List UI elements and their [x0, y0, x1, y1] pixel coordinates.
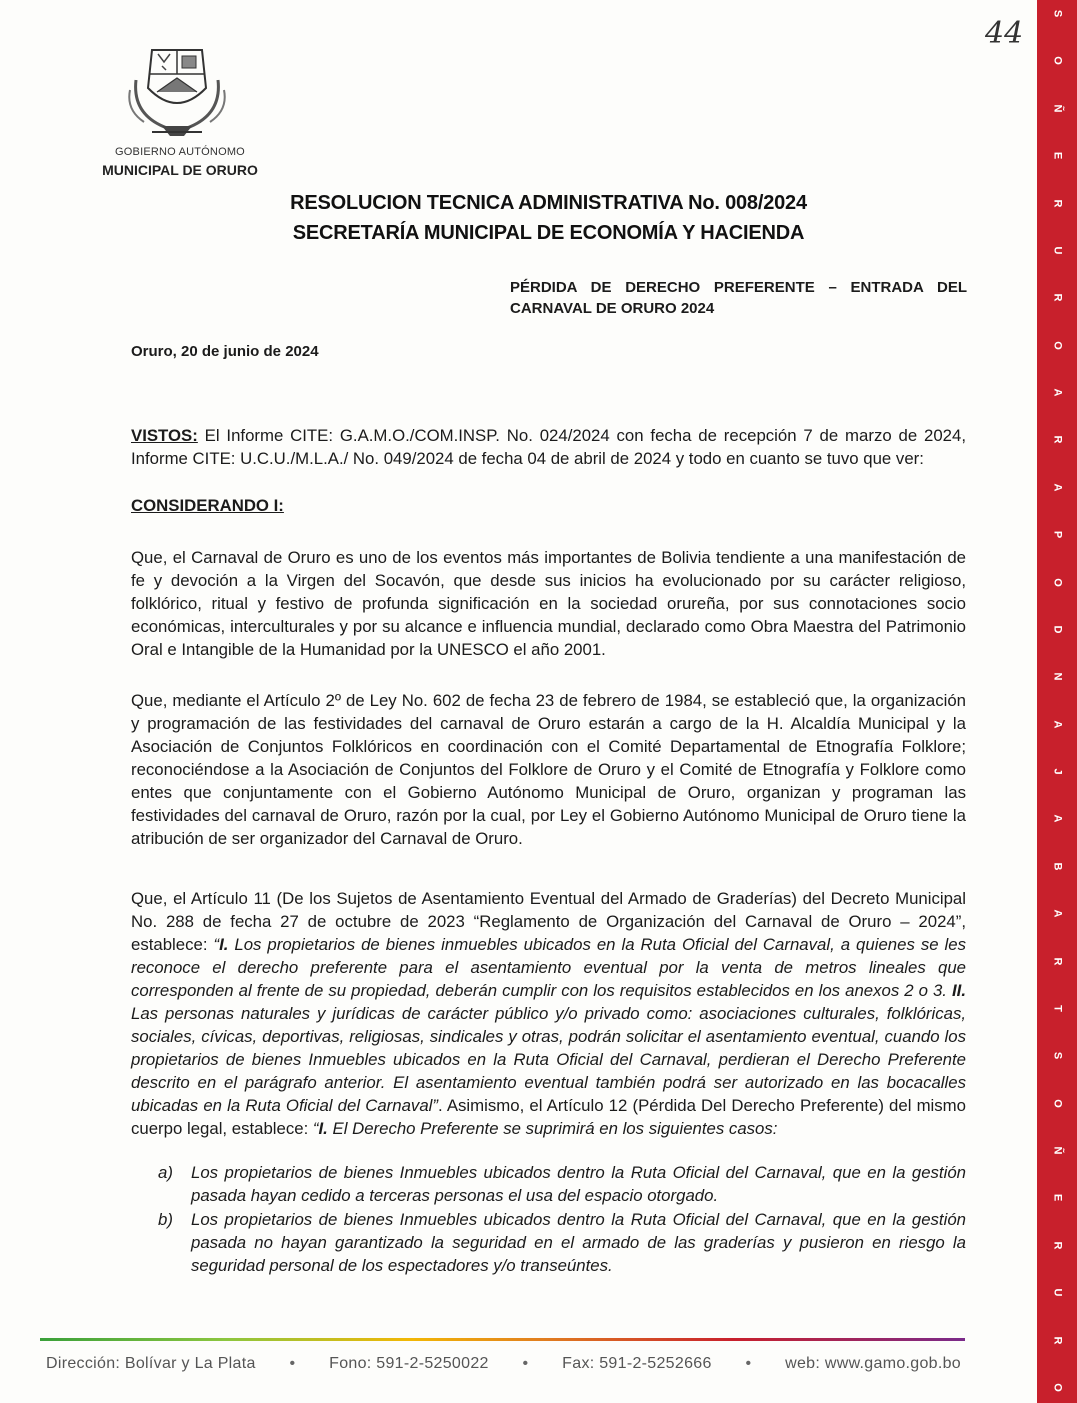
p3-quote1-num2: II.: [952, 981, 966, 1000]
paragraph-1: Que, el Carnaval de Oruro es uno de los eventos más importantes de Bolivia tendiente a una manifestación de fe y devoción a la Virgen del Socavón, que desde sus inicios ha evolucionado por su carácter religioso, folklórico, ritual y festivo de profunda significación en la sociedad orureña, por sus connotaciones socio económicas, interculturales y por su alcance e influencia mundial, declarado como Obra Maestra del Patrimonio Oral e Intangible de la Humanidad por la UNESCO el año 2001.: [131, 548, 966, 659]
p3-quote1-text2: Las personas naturales y jurídicas de carácter público y/o privado como: asociaciones culturales, folklóricas, sociales, cívicas, deportivas, religiosas, sindicales y otras, podrán solicitar el asentamiento eventual, cuando los propietarios de bienes Inmuebles ubicados en la Ruta Oficial del Carnaval, perdieran el Derecho Preferente descrito en el parágrafo anterior. El asentamiento eventual también podrá ser autorizado en las bocacalles ubicadas en la Ruta Oficial del Carnaval”: [131, 1004, 966, 1115]
side-band-letter: Ñ: [1051, 1146, 1064, 1155]
footer-fax: Fax: 591-2-5252666: [562, 1355, 712, 1372]
footer-divider: [40, 1338, 965, 1341]
side-band-letter: O: [1051, 56, 1064, 66]
side-band-letter: R: [1051, 293, 1064, 302]
p3-quote1-num: I.: [219, 935, 229, 954]
side-band-letter: O: [1051, 577, 1064, 587]
org-name-line1: GOBIERNO AUTÓNOMO: [115, 146, 245, 158]
list-item: [158, 1208, 966, 1277]
side-band-letter: N: [1051, 672, 1064, 681]
side-band-letter: U: [1051, 246, 1064, 255]
paragraph-3: [131, 887, 966, 1140]
footer: [46, 1355, 961, 1373]
footer-separator: •: [289, 1355, 296, 1372]
footer-separator: •: [522, 1355, 529, 1372]
side-band-letter: B: [1051, 862, 1064, 871]
vistos-label: VISTOS:: [131, 426, 198, 445]
side-band-letter: A: [1051, 814, 1064, 823]
footer-web[interactable]: web: www.gamo.gob.bo: [785, 1355, 961, 1372]
side-band-letter: U: [1051, 1288, 1064, 1297]
p3-part1: Que, el Artículo 11 (De los Sujetos de Asentamiento Eventual del Armado de Graderías) del Decreto Municipal No. 288 de fecha 27 de octubre de 2023 “Reglamento de Organización del Carnaval de Oruro – 2024”, establece:: [131, 889, 966, 954]
document-date: Oruro, 20 de junio de 2024: [131, 343, 319, 360]
p3-quote2-open: “: [312, 1119, 319, 1138]
vistos-paragraph: [131, 424, 966, 470]
side-band-letter: J: [1051, 768, 1064, 775]
p3-part2: . Asimismo, el Artículo 12 (Pérdida Del Derecho Preferente) del mismo cuerpo legal, establece:: [131, 1096, 966, 1138]
list-text-a: Los propietarios de bienes Inmuebles ubicados dentro la Ruta Oficial del Carnaval, que en la gestión pasada hayan cedido a terceras personas el usa del espacio otorgado.: [191, 1163, 966, 1205]
side-band-letter: O: [1051, 1098, 1064, 1108]
side-band-letter: R: [1051, 199, 1064, 207]
side-band-letter: R: [1051, 1241, 1064, 1250]
paragraph-2: Que, mediante el Artículo 2º de Ley No. 602 de fecha 23 de febrero de 1984, se estableció que, la organización y programación de las festividades del carnaval de Oruro estarán a cargo de la H. Alcaldía Municipal y la Asociación de Conjuntos Folklóricos en coordinación con el Comité Departamental de Etnografía Folklore; reconociéndose a la Asociación de Conjuntos del Folklore de Oruro y el Comité de Etnografía y Folklore como entes que conjuntamente con el Gobierno Autónomo Municipal de Oruro, organizan y programan las festividades del carnaval de Oruro, razón por la cual, por Ley el Gobierno Autónomo Municipal de Oruro tiene la atribución de ser organizador del Carnaval de Oruro.: [131, 691, 966, 848]
side-band-letter: O: [1051, 340, 1064, 350]
list-marker-a: a): [158, 1163, 173, 1182]
p3-quote1-text: Los propietarios de bienes inmuebles ubicados en la Ruta Oficial del Carnaval, a quienes se les reconoce el derecho preferente para el asentamiento eventual por la venta de metros lineales que corresponden al frente de su propiedad, deberán cumplir con los requisitos establecidos en los anexos 2 o 3.: [131, 935, 966, 1000]
side-band-letter: S: [1051, 9, 1064, 18]
p3-quote2-text: El Derecho Preferente se suprimirá en los siguientes casos:: [327, 1119, 778, 1138]
side-band-letter: O: [1051, 1383, 1064, 1392]
footer-address: Dirección: Bolívar y La Plata: [46, 1355, 256, 1372]
list-text-b: Los propietarios de bienes Inmuebles ubicados dentro la Ruta Oficial del Carnaval, que en la gestión pasada no hayan garantizado la seguridad en el armado de las graderías y pusieron en riesgo la seguridad personal de los espectadores y/o transeúntes.: [191, 1210, 966, 1275]
side-band-letter: A: [1051, 720, 1064, 729]
side-band-letter: D: [1051, 625, 1064, 634]
side-band-letter: A: [1051, 483, 1064, 492]
list-marker-b: b): [158, 1210, 173, 1229]
footer-phone: Fono: 591-2-5250022: [329, 1355, 489, 1372]
coat-of-arms-logo: [122, 40, 232, 140]
side-band-letter: S: [1051, 1052, 1064, 1060]
footer-separator: •: [745, 1355, 752, 1372]
side-band-letter: R: [1051, 957, 1064, 965]
considerando-heading: CONSIDERANDO I:: [131, 496, 284, 515]
subject-line: PÉRDIDA DE DERECHO PREFERENTE – ENTRADA DEL CARNAVAL DE ORURO 2024: [510, 279, 967, 317]
page-number: 44: [985, 16, 1024, 51]
side-band-letter: P: [1051, 530, 1064, 539]
p3-quote1-open: “: [213, 935, 220, 954]
side-band-letter: R: [1051, 1336, 1064, 1344]
side-band-letter: Ñ: [1051, 104, 1064, 113]
document-title: RESOLUCION TECNICA ADMINISTRATIVA No. 008/2024: [290, 192, 807, 214]
p3-quote2-num: I.: [318, 1119, 328, 1138]
side-band-letter: A: [1051, 388, 1064, 397]
list-item: [158, 1161, 966, 1207]
vistos-text: El Informe CITE: G.A.M.O./COM.INSP. No. 024/2024 con fecha de recepción 7 de marzo de 2024, Informe CITE: U.C.U./M.L.A./ No. 049/2024 de fecha 04 de abril de 2024 y todo en cuanto se tuvo que ver:: [131, 426, 966, 468]
side-band-letter: A: [1051, 909, 1064, 918]
side-band-letter: E: [1051, 151, 1064, 160]
side-band-letter: T: [1051, 1005, 1064, 1012]
org-name-line2: MUNICIPAL DE ORURO: [102, 162, 258, 178]
document-subtitle: SECRETARÍA MUNICIPAL DE ECONOMÍA Y HACIENDA: [292, 222, 805, 244]
side-band-letter: E: [1051, 1194, 1064, 1202]
side-band-letter: R: [1051, 435, 1064, 444]
